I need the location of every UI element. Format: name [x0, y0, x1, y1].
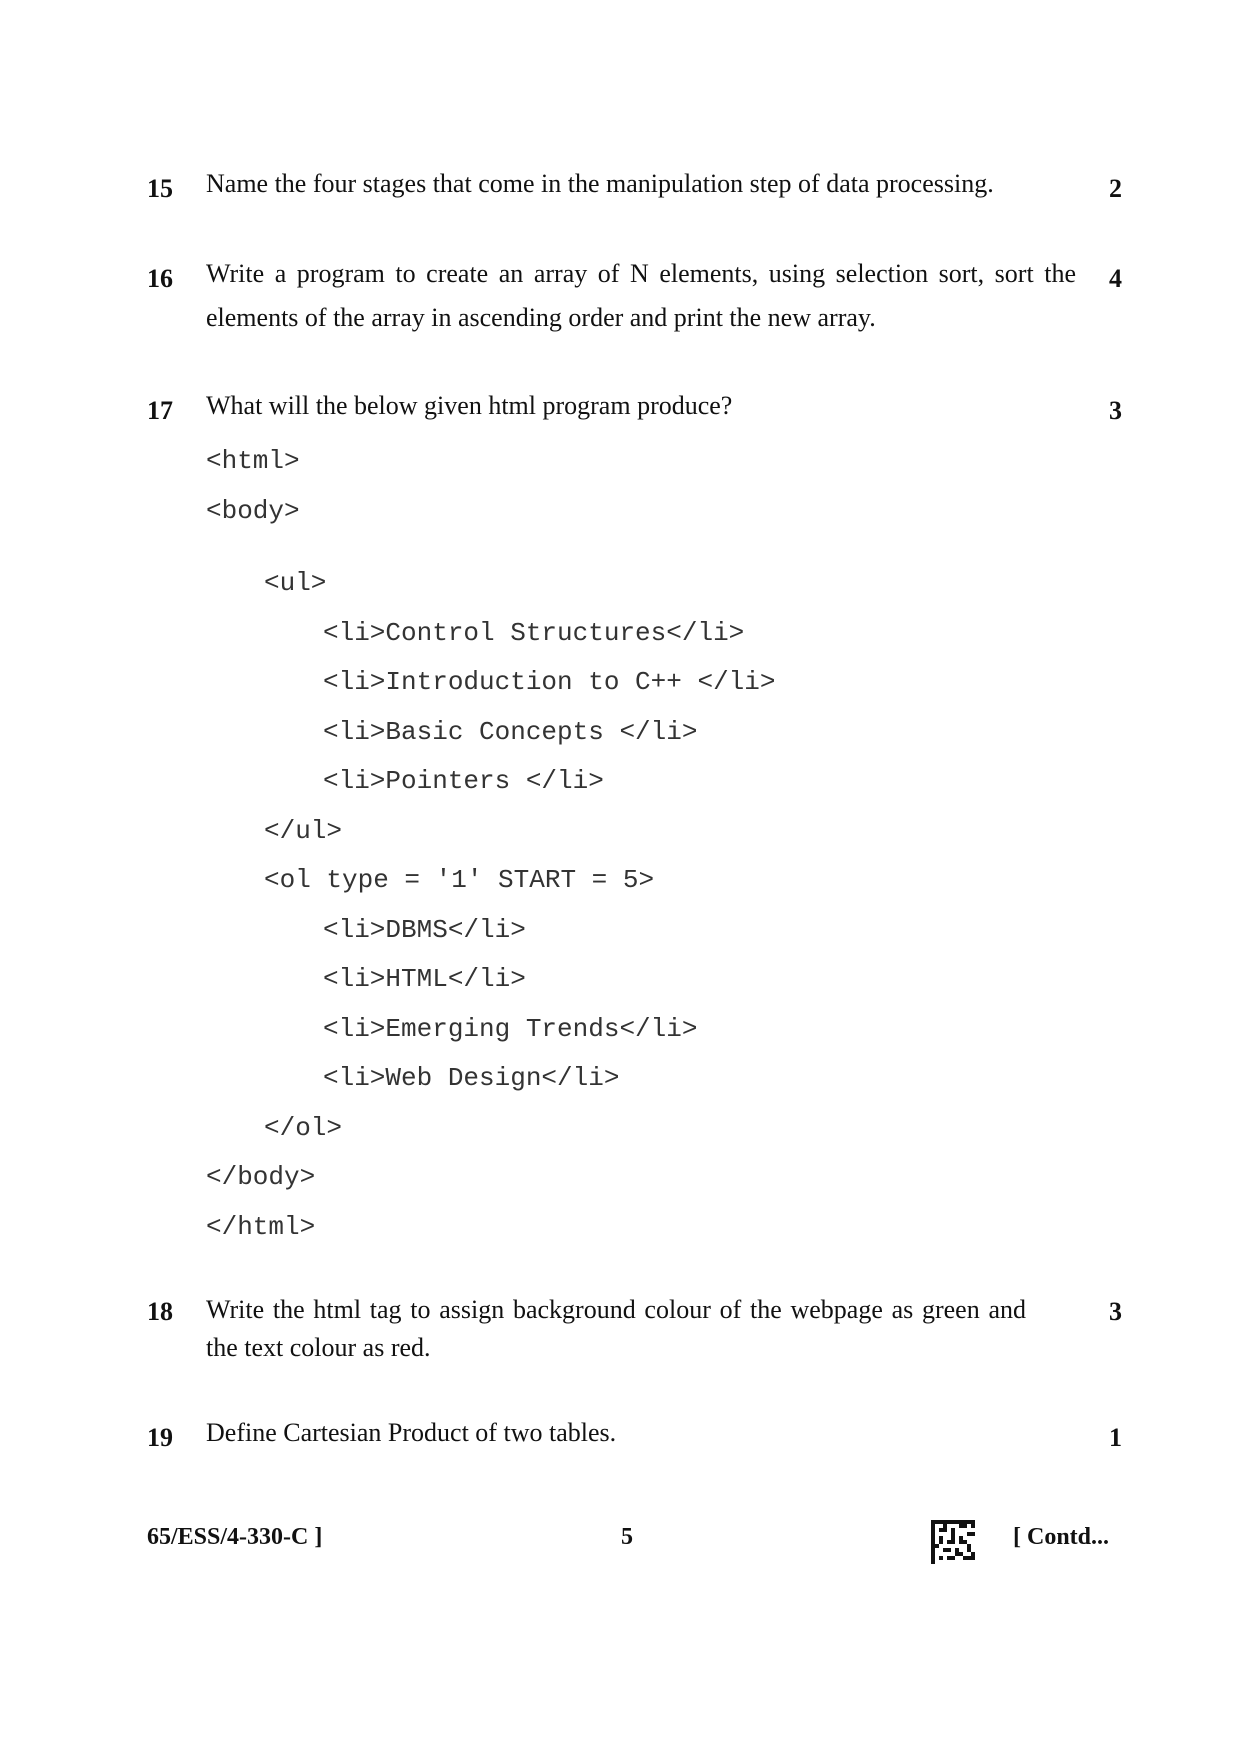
code-line: <html>	[206, 446, 300, 476]
question-marks: 2	[1109, 174, 1122, 203]
continued-label: [ Contd...	[1013, 1524, 1110, 1550]
code-line: <ul>	[264, 568, 327, 598]
question-text: Write a program to create an array of N elements, using selection sort, sort the elements of the array in ascending order and print the new array.	[206, 259, 1076, 332]
question-number: 17	[147, 396, 173, 425]
question-text: Write the html tag to assign background colour of the webpage as green and the text colour as red.	[206, 1295, 1026, 1362]
question-number: 19	[147, 1423, 173, 1452]
question-text: Define Cartesian Product of two tables.	[206, 1418, 617, 1447]
question-number: 18	[147, 1297, 173, 1326]
code-line: <li>Pointers </li>	[323, 766, 604, 796]
paper-code: 65/ESS/4-330-C ]	[147, 1524, 323, 1550]
qr-code-icon	[931, 1520, 975, 1564]
question-number: 15	[147, 174, 173, 203]
code-line: </ol>	[264, 1113, 343, 1143]
question-text: Name the four stages that come in the manipulation step of data processing.	[206, 169, 994, 198]
code-line: <ol type = '1' START = 5>	[264, 865, 655, 895]
code-line: <li>Web Design</li>	[323, 1063, 620, 1093]
question-marks: 3	[1109, 396, 1122, 425]
code-line: </body>	[206, 1162, 316, 1192]
code-line: <li>Introduction to C++ </li>	[323, 667, 776, 697]
code-line: <li>Control Structures</li>	[323, 618, 745, 648]
code-line: <li>Emerging Trends</li>	[323, 1014, 698, 1044]
code-line: <li>DBMS</li>	[323, 915, 526, 945]
question-marks: 3	[1109, 1297, 1122, 1326]
question-text: What will the below given html program produce?	[206, 391, 733, 420]
code-line: <li>HTML</li>	[323, 964, 526, 994]
code-line: <body>	[206, 496, 300, 526]
code-line: <li>Basic Concepts </li>	[323, 717, 698, 747]
code-line: </ul>	[264, 816, 343, 846]
question-marks: 1	[1109, 1423, 1122, 1452]
code-line: </html>	[206, 1212, 316, 1242]
question-number: 16	[147, 264, 173, 293]
page-number: 5	[621, 1524, 633, 1550]
question-marks: 4	[1109, 264, 1122, 293]
